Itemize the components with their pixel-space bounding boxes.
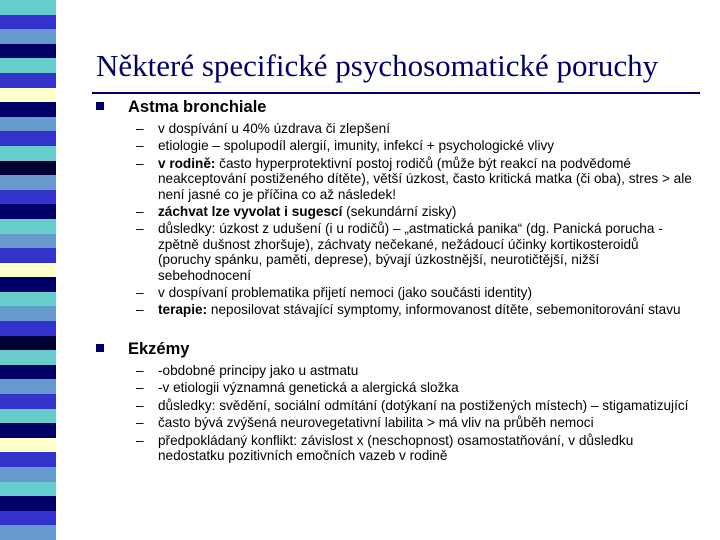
stripe-block bbox=[0, 219, 56, 234]
stripe-block bbox=[0, 58, 56, 73]
list-item bbox=[92, 138, 692, 153]
sub-item-list bbox=[92, 363, 692, 463]
dash-bullet-icon: – bbox=[136, 302, 144, 318]
list-item bbox=[92, 302, 692, 317]
section-heading bbox=[92, 338, 692, 360]
stripe-block bbox=[0, 88, 56, 103]
stripe-block bbox=[0, 190, 56, 205]
stripe-block bbox=[0, 336, 56, 351]
decorative-color-stripe bbox=[0, 0, 56, 540]
section-heading-text: Astma bronchiale bbox=[128, 98, 267, 116]
list-item bbox=[92, 398, 692, 413]
title-underline bbox=[92, 92, 700, 94]
list-item bbox=[92, 380, 692, 395]
item-text: v dospívaní problematika přijetí nemoci (jako součásti identity) bbox=[158, 285, 533, 301]
stripe-block bbox=[0, 350, 56, 365]
item-lead: záchvat lze vyvolat i sugescí bbox=[158, 204, 343, 220]
stripe-block bbox=[0, 248, 56, 263]
stripe-block bbox=[0, 482, 56, 497]
item-text: často hyperprotektivní postoj rodičů (může být reakcí na podvědomé neakceptování postiženého dítěte), větší úzkost, často kritická matka (či oba), stres > ale není jasné co je příčina co až následek! bbox=[158, 155, 692, 202]
dash-bullet-icon: – bbox=[136, 155, 144, 171]
square-bullet-icon bbox=[96, 344, 104, 352]
stripe-block bbox=[0, 409, 56, 424]
item-text: -v etiologii významná genetická a alergická složka bbox=[158, 380, 459, 396]
list-item bbox=[92, 285, 692, 300]
slide-title: Některé specifické psychosomatické poruchy bbox=[96, 48, 659, 83]
item-text: -obdobné principy jako u astmatu bbox=[158, 362, 359, 378]
stripe-block bbox=[0, 44, 56, 59]
stripe-block bbox=[0, 306, 56, 321]
stripe-block bbox=[0, 73, 56, 88]
stripe-block bbox=[0, 161, 56, 176]
dash-bullet-icon: – bbox=[136, 397, 144, 413]
item-text: důsledky: svědění, sociální odmítání (dotýkaní na postižených místech) – stigamatizující bbox=[158, 397, 689, 413]
list-item bbox=[92, 221, 692, 283]
section-astma bbox=[92, 96, 692, 318]
dash-bullet-icon: – bbox=[136, 362, 144, 378]
dash-bullet-icon: – bbox=[136, 415, 144, 431]
stripe-block bbox=[0, 496, 56, 511]
stripe-block bbox=[0, 365, 56, 380]
list-item bbox=[92, 433, 692, 464]
stripe-block bbox=[0, 277, 56, 292]
stripe-block bbox=[0, 525, 56, 540]
list-item bbox=[92, 121, 692, 136]
stripe-block bbox=[0, 321, 56, 336]
dash-bullet-icon: – bbox=[136, 138, 144, 154]
stripe-block bbox=[0, 0, 56, 15]
item-text: neposilovat stávající symptomy, informovanost dítěte, sebemonitorování stavu bbox=[207, 302, 681, 318]
item-text: etiologie – spolupodíl alergií, imunity, infekcí + psychologické vlivy bbox=[158, 138, 555, 154]
stripe-block bbox=[0, 204, 56, 219]
stripe-block bbox=[0, 117, 56, 132]
slide-content bbox=[92, 96, 692, 465]
list-item bbox=[92, 156, 692, 202]
stripe-block bbox=[0, 438, 56, 453]
sub-item-list bbox=[92, 121, 692, 318]
dash-bullet-icon: – bbox=[136, 285, 144, 301]
stripe-block bbox=[0, 102, 56, 117]
list-item bbox=[92, 363, 692, 378]
dash-bullet-icon: – bbox=[136, 380, 144, 396]
list-item bbox=[92, 415, 692, 430]
stripe-block bbox=[0, 379, 56, 394]
list-item bbox=[92, 204, 692, 219]
dash-bullet-icon: – bbox=[136, 432, 144, 448]
section-heading bbox=[92, 96, 692, 118]
stripe-block bbox=[0, 131, 56, 146]
stripe-block bbox=[0, 234, 56, 249]
stripe-block bbox=[0, 423, 56, 438]
stripe-block bbox=[0, 467, 56, 482]
stripe-block bbox=[0, 452, 56, 467]
item-lead: v rodině: bbox=[158, 155, 216, 171]
stripe-block bbox=[0, 263, 56, 278]
stripe-block bbox=[0, 146, 56, 161]
item-lead: terapie: bbox=[158, 302, 208, 318]
item-text: (sekundární zisky) bbox=[342, 204, 457, 220]
item-text: v dospívání u 40% úzdrava či zlepšení bbox=[158, 121, 390, 136]
section-heading-text: Ekzémy bbox=[128, 339, 190, 358]
dash-bullet-icon: – bbox=[136, 204, 144, 220]
dash-bullet-icon: – bbox=[136, 221, 144, 237]
stripe-block bbox=[0, 175, 56, 190]
stripe-block bbox=[0, 15, 56, 30]
stripe-block bbox=[0, 292, 56, 307]
stripe-block bbox=[0, 394, 56, 409]
section-ekzemy bbox=[92, 338, 692, 463]
stripe-block bbox=[0, 29, 56, 44]
item-text: důsledky: úzkost z udušení (i u rodičů) – „astmatická panika“ (dg. Panická porucha - zpětně dušnost zhoršuje), záchvaty nečekané, nežádoucí účinky kortikosteroidů (poruchy spánku, paměti, deprese), bývají úzkostnější, neurotičtější, nižší sebehodnocení bbox=[158, 221, 663, 283]
stripe-block bbox=[0, 511, 56, 526]
square-bullet-icon bbox=[96, 102, 104, 110]
dash-bullet-icon: – bbox=[136, 121, 144, 136]
item-text: často bývá zvýšená neurovegetativní labilita > má vliv na průběh nemoci bbox=[158, 415, 594, 431]
item-text: předpokládaný konflikt: závislost x (neschopnost) osamostatňování, v důsledku nedostatku pozitivních emočních vazeb v rodině bbox=[158, 432, 634, 463]
